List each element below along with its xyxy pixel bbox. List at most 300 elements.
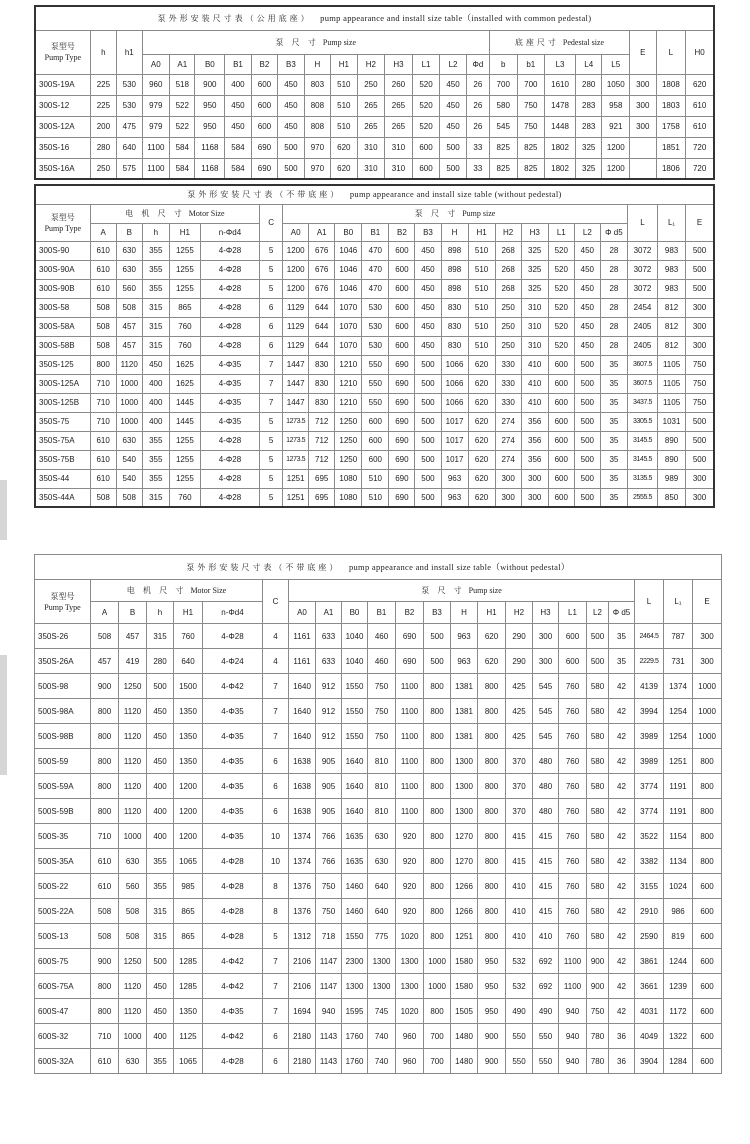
table-title-en: pump appearance and install size table（installed with common pedestal) <box>320 13 592 24</box>
motor-size-group-en: Motor Size <box>190 586 227 595</box>
table-row <box>35 412 714 431</box>
motor-size-group-en: Motor Size <box>188 209 225 218</box>
column-header: H2 <box>506 602 533 624</box>
table-cell: 450 <box>574 260 600 279</box>
table-cell: 620 <box>478 649 506 674</box>
table-row <box>35 317 714 336</box>
table-cell: 1251 <box>451 924 478 949</box>
column-header: A <box>90 223 116 241</box>
column-header: B3 <box>415 223 441 241</box>
table-cell: 760 <box>559 924 587 949</box>
table-cell: 545 <box>533 674 559 699</box>
table-row <box>35 699 722 724</box>
table-cell: 950 <box>478 999 506 1024</box>
table-cell: 26 <box>466 74 489 95</box>
table-cell: 500 <box>686 450 714 469</box>
table-cell: 610 <box>90 431 116 450</box>
table-cell: 42 <box>609 699 635 724</box>
table-cell: 1447 <box>283 355 309 374</box>
table-cell: 530 <box>362 317 389 336</box>
table-cell: 3072 <box>627 241 657 260</box>
table-cell: 315 <box>142 317 169 336</box>
table-cell: 760 <box>559 824 587 849</box>
table-cell: 6 <box>260 317 283 336</box>
column-header: n-Φd4 <box>203 602 263 624</box>
table-cell: 600 <box>693 874 722 899</box>
table-cell: 610 <box>686 95 714 116</box>
table-cell: 3607.5 <box>627 374 657 393</box>
table-cell: 280 <box>147 649 174 674</box>
table-cell: 8 <box>263 874 289 899</box>
pedestal-size-group-header <box>489 30 629 54</box>
table-cell: 290 <box>506 624 533 649</box>
table-cell: 500 <box>415 431 441 450</box>
column-header: H1 <box>468 223 495 241</box>
column-header: B <box>116 223 142 241</box>
table-cell: 963 <box>441 488 468 507</box>
table-cell: 225 <box>90 74 116 95</box>
table-cell: 1638 <box>289 799 316 824</box>
table-cell: 1273.5 <box>283 450 309 469</box>
table-cell: 500 <box>147 949 174 974</box>
table-cell: 500 <box>424 624 451 649</box>
table-cell: 1760 <box>342 1024 368 1049</box>
table-cell: 1105 <box>658 374 686 393</box>
table-cell: 800 <box>424 799 451 824</box>
table-cell: 4-Φ35 <box>203 699 263 724</box>
table-cell: 1250 <box>335 412 362 431</box>
table-cell: 800 <box>424 874 451 899</box>
table-cell: 1266 <box>451 874 478 899</box>
table-cell: 600 <box>362 412 389 431</box>
table-cell: 500 <box>574 469 600 488</box>
table-cell: 268 <box>495 279 521 298</box>
table-cell: 1251 <box>664 749 693 774</box>
table-cell: 3861 <box>635 949 664 974</box>
table-cell: 1550 <box>342 674 368 699</box>
pump-type-cell: 500S-98A <box>35 699 91 724</box>
table-cell: 450 <box>278 74 304 95</box>
table-row <box>35 749 722 774</box>
table-cell: 690 <box>389 374 415 393</box>
table-cell: 979 <box>142 95 170 116</box>
table-cell: 6 <box>263 774 289 799</box>
table-cell: 812 <box>658 336 686 355</box>
table-cell: 532 <box>506 974 533 999</box>
table-cell: 268 <box>495 260 521 279</box>
table-cell: 4-Φ35 <box>203 724 263 749</box>
table-cell: 500 <box>587 624 609 649</box>
table-cell: 1100 <box>559 949 587 974</box>
pump-type-cell: 600S-32A <box>35 1049 91 1074</box>
table-cell: 300 <box>686 317 714 336</box>
table-cell: 425 <box>506 674 533 699</box>
table-cell: 584 <box>170 137 195 158</box>
table-cell: 2405 <box>627 317 657 336</box>
table-cell: 35 <box>609 649 635 674</box>
table-cell: 1120 <box>119 974 147 999</box>
table-cell: 42 <box>609 749 635 774</box>
table-cell: 550 <box>506 1024 533 1049</box>
table-cell: 610 <box>91 1049 119 1074</box>
table-cell: 410 <box>521 374 548 393</box>
table-cell: 283 <box>575 95 601 116</box>
table-cell: 26 <box>466 116 489 137</box>
table-cell: 1376 <box>289 874 316 899</box>
table-cell: 4 <box>263 649 289 674</box>
table-cell: 800 <box>91 774 119 799</box>
table-cell: 28 <box>600 336 627 355</box>
table-cell: 530 <box>362 298 389 317</box>
table-cell: 415 <box>533 874 559 899</box>
table-cell: 510 <box>468 260 495 279</box>
table-cell: 400 <box>147 1024 174 1049</box>
table-cell: 1381 <box>451 699 478 724</box>
table-cell: 600 <box>389 260 415 279</box>
column-header: B0 <box>335 223 362 241</box>
table-cell: 425 <box>506 699 533 724</box>
table-cell: 355 <box>147 874 174 899</box>
table-cell: 510 <box>468 298 495 317</box>
pump-type-cell: 500S-35A <box>35 849 91 874</box>
table-cell: 508 <box>119 924 147 949</box>
table-cell: 1640 <box>289 674 316 699</box>
table-cell: 960 <box>396 1049 424 1074</box>
table-cell: 500 <box>686 279 714 298</box>
table-cell: 1505 <box>451 999 478 1024</box>
table-cell: 457 <box>119 624 147 649</box>
table-cell: 800 <box>478 824 506 849</box>
table-cell: 940 <box>559 1024 587 1049</box>
table-cell: 325 <box>521 279 548 298</box>
column-header: Φ d5 <box>609 602 635 624</box>
pump-type-cell: 300S-125B <box>35 393 90 412</box>
table-cell: 7 <box>263 974 289 999</box>
table-cell: 300 <box>686 336 714 355</box>
table-cell: 520 <box>412 95 440 116</box>
table-cell: 700 <box>517 74 545 95</box>
pump-size-group-en: Pump size <box>322 37 356 47</box>
table-cell: 963 <box>451 624 478 649</box>
table-cell: 518 <box>170 74 195 95</box>
table-cell: 475 <box>117 116 142 137</box>
table-cell: 3989 <box>635 749 664 774</box>
table-cell: 2300 <box>342 949 368 974</box>
table-cell: 1625 <box>169 355 200 374</box>
table-cell: 5 <box>260 260 283 279</box>
table-cell: 250 <box>495 317 521 336</box>
table-cell: 400 <box>142 393 169 412</box>
motor-size-group-cn: 电 机 尺 寸 <box>126 586 187 595</box>
table-cell: 800 <box>478 699 506 724</box>
table-cell: 1120 <box>119 774 147 799</box>
table-cell: 692 <box>533 949 559 974</box>
table-cell: 600 <box>548 431 574 450</box>
table-cell: 268 <box>495 241 521 260</box>
table-cell: 283 <box>575 116 601 137</box>
table-cell: 1046 <box>335 241 362 260</box>
table-cell: 7 <box>263 999 289 1024</box>
table-cell: 1080 <box>335 469 362 488</box>
table-cell: 356 <box>521 431 548 450</box>
table-cell: 450 <box>147 699 174 724</box>
table-row <box>35 974 722 999</box>
table-cell: 600 <box>548 450 574 469</box>
table-cell: 500 <box>574 374 600 393</box>
table-cell: 1312 <box>289 924 316 949</box>
table-cell: 545 <box>533 724 559 749</box>
table-cell: 1080 <box>335 488 362 507</box>
table-cell: 470 <box>362 279 389 298</box>
table-cell: 644 <box>309 298 335 317</box>
table-cell: 958 <box>602 95 630 116</box>
table-cell: 4-Φ28 <box>200 260 259 279</box>
table-row <box>35 241 714 260</box>
table-cell: 620 <box>331 158 357 179</box>
table-cell: 300 <box>693 649 722 674</box>
column-header: H1 <box>478 602 506 624</box>
table-cell: 522 <box>170 116 195 137</box>
table-cell: 1100 <box>396 699 424 724</box>
table-cell: 610 <box>91 849 119 874</box>
table-title-cn: 泵外形安装尺寸表（公用底座） <box>157 14 312 24</box>
table-cell: 720 <box>686 137 714 158</box>
table-cell: 225 <box>90 95 116 116</box>
table-cell: 510 <box>331 95 357 116</box>
table-cell: 950 <box>478 974 506 999</box>
table-cell: 1758 <box>656 116 686 137</box>
table-row <box>35 95 714 116</box>
table-cell: 315 <box>147 924 174 949</box>
column-header: L <box>656 30 686 74</box>
pump-size-group-header <box>142 30 489 54</box>
table-cell: 600 <box>693 1049 722 1074</box>
column-header: L₁ <box>658 204 686 241</box>
table-cell: 1065 <box>174 1049 203 1074</box>
table-cell: 1638 <box>289 774 316 799</box>
table-cell: 800 <box>91 749 119 774</box>
pump-size-group-cn: 泵 尺 寸 <box>421 586 465 595</box>
table-cell: 520 <box>412 74 440 95</box>
column-header: L2 <box>587 602 609 624</box>
pump-type-cell: 300S-12A <box>35 116 90 137</box>
table-cell: 760 <box>169 336 200 355</box>
table-cell: 580 <box>587 674 609 699</box>
table-cell: 750 <box>686 355 714 374</box>
table-cell: 580 <box>489 95 517 116</box>
table-cell: 766 <box>316 824 342 849</box>
table-row <box>35 74 714 95</box>
table-cell: 803 <box>304 74 330 95</box>
column-header: h <box>142 223 169 241</box>
table-cell: 1350 <box>174 749 203 774</box>
table-cell: 508 <box>116 488 142 507</box>
table-cell: 750 <box>368 674 396 699</box>
table-cell: 690 <box>396 624 424 649</box>
table-cell: 460 <box>368 624 396 649</box>
table-cell: 580 <box>587 899 609 924</box>
table-row <box>35 999 722 1024</box>
table-cell: 7 <box>260 355 283 374</box>
table-body <box>35 624 722 1074</box>
table-cell: 630 <box>116 260 142 279</box>
table-cell: 280 <box>90 137 116 158</box>
table-cell: 415 <box>506 849 533 874</box>
table-cell: 800 <box>478 724 506 749</box>
table-cell: 1595 <box>342 999 368 1024</box>
column-header: L1 <box>548 223 574 241</box>
table-cell: 580 <box>587 724 609 749</box>
table-cell: 800 <box>478 799 506 824</box>
table-cell: 500 <box>415 374 441 393</box>
column-header: H1 <box>174 602 203 624</box>
table-cell: 600 <box>389 279 415 298</box>
subheader-row <box>35 223 714 241</box>
table-cell: 415 <box>533 824 559 849</box>
table-cell: 520 <box>548 336 574 355</box>
table-title-en: pump appearance and install size table (without pedestal) <box>349 189 562 200</box>
table-cell: 42 <box>609 824 635 849</box>
table-cell: 315 <box>147 899 174 924</box>
column-header: L5 <box>602 54 630 74</box>
table-cell: 1100 <box>396 799 424 824</box>
table-cell: 644 <box>309 317 335 336</box>
table-cell: 4-Φ28 <box>200 469 259 488</box>
table-cell: 750 <box>316 874 342 899</box>
table-title-en: pump appearance and install size table（without pedestal） <box>348 562 570 572</box>
pump-type-header-en: Pump Type <box>44 602 81 612</box>
table-cell: 1760 <box>342 1049 368 1074</box>
table-cell: 508 <box>91 924 119 949</box>
table-cell: 450 <box>574 241 600 260</box>
table-cell: 812 <box>658 317 686 336</box>
table-cell: 300 <box>533 624 559 649</box>
column-header: B0 <box>342 602 368 624</box>
table-cell: 1200 <box>174 774 203 799</box>
pump-type-cell: 350S-26A <box>35 649 91 674</box>
table-cell: 1210 <box>335 393 362 412</box>
table-row <box>35 874 722 899</box>
table-cell: 1580 <box>451 949 478 974</box>
table-cell: 532 <box>506 949 533 974</box>
table-cell: 633 <box>316 624 342 649</box>
table-cell: 500 <box>415 469 441 488</box>
table-cell: 200 <box>90 116 116 137</box>
table-cell: 510 <box>331 116 357 137</box>
pump-type-cell: 600S-75 <box>35 949 91 974</box>
table-cell: 4-Φ28 <box>200 279 259 298</box>
column-header: E <box>686 204 714 241</box>
table-cell: 274 <box>495 412 521 431</box>
table-cell: 3145.5 <box>627 450 657 469</box>
table-cell: 600 <box>251 74 277 95</box>
table-cell: 8 <box>263 899 289 924</box>
table-cell: 6 <box>263 1049 289 1074</box>
table-cell: 600 <box>693 924 722 949</box>
pump-type-cell: 350S-26 <box>35 624 91 649</box>
table-cell: 500 <box>415 412 441 431</box>
table-cell: 1105 <box>658 355 686 374</box>
table-cell: 500 <box>415 488 441 507</box>
table-cell: 1255 <box>169 279 200 298</box>
table-cell: 28 <box>600 279 627 298</box>
table-title <box>35 6 714 30</box>
table-cell: 4-Φ28 <box>203 1049 263 1074</box>
table-cell: 819 <box>664 924 693 949</box>
table-cell: 550 <box>362 355 389 374</box>
table-cell: 600 <box>389 336 415 355</box>
table-cell: 508 <box>116 298 142 317</box>
table-cell: 600 <box>548 488 574 507</box>
table-cell: 6 <box>260 336 283 355</box>
table-cell: 1500 <box>174 674 203 699</box>
table-cell: 580 <box>587 699 609 724</box>
table-cell: 600 <box>412 137 440 158</box>
table-cell: 800 <box>424 774 451 799</box>
table-cell: 250 <box>90 158 116 179</box>
table-cell: 600 <box>693 1024 722 1049</box>
table-cell: 690 <box>389 488 415 507</box>
column-header: A1 <box>309 223 335 241</box>
table-cell: 787 <box>664 624 693 649</box>
table-cell: 1066 <box>441 393 468 412</box>
table-cell: 1251 <box>283 469 309 488</box>
table-cell: 800 <box>424 699 451 724</box>
table-cell: 800 <box>478 849 506 874</box>
table-cell: 1447 <box>283 393 309 412</box>
table-cell: 355 <box>142 241 169 260</box>
table-cell: 410 <box>521 393 548 412</box>
table-cell: 900 <box>478 1024 506 1049</box>
table-row <box>35 1024 722 1049</box>
table-cell: 33 <box>466 137 489 158</box>
table-cell: 600 <box>251 116 277 137</box>
table-cell: 750 <box>368 724 396 749</box>
table-cell: 850 <box>658 488 686 507</box>
table-cell: 1200 <box>283 279 309 298</box>
table-cell: 520 <box>548 260 574 279</box>
pump-type-cell: 500S-59A <box>35 774 91 799</box>
table-cell: 450 <box>574 298 600 317</box>
table-cell: 1694 <box>289 999 316 1024</box>
table-cell: 1300 <box>451 799 478 824</box>
table-cell: 310 <box>521 317 548 336</box>
table-cell: 470 <box>362 241 389 260</box>
table-cell: 5 <box>260 241 283 260</box>
table-cell: 355 <box>142 450 169 469</box>
table-cell: 500 <box>278 137 304 158</box>
table-cell: 4-Φ35 <box>203 824 263 849</box>
table-cell: 500 <box>440 137 466 158</box>
table-cell: 800 <box>424 849 451 874</box>
table-cell: 2229.5 <box>635 649 664 674</box>
table-cell: 800 <box>693 774 722 799</box>
table-cell: 35 <box>600 374 627 393</box>
table-cell: 508 <box>91 899 119 924</box>
table-cell: 274 <box>495 431 521 450</box>
table-cell: 1129 <box>283 336 309 355</box>
table-cell: 425 <box>506 724 533 749</box>
table-cell: 300 <box>495 469 521 488</box>
column-header: L <box>627 204 657 241</box>
table-cell: 1255 <box>169 450 200 469</box>
table-cell: 5 <box>263 924 289 949</box>
table-cell: 1447 <box>283 374 309 393</box>
table-cell: 950 <box>195 116 225 137</box>
table-cell: 355 <box>142 260 169 279</box>
table-cell: 695 <box>309 488 335 507</box>
table-cell: 35 <box>600 469 627 488</box>
